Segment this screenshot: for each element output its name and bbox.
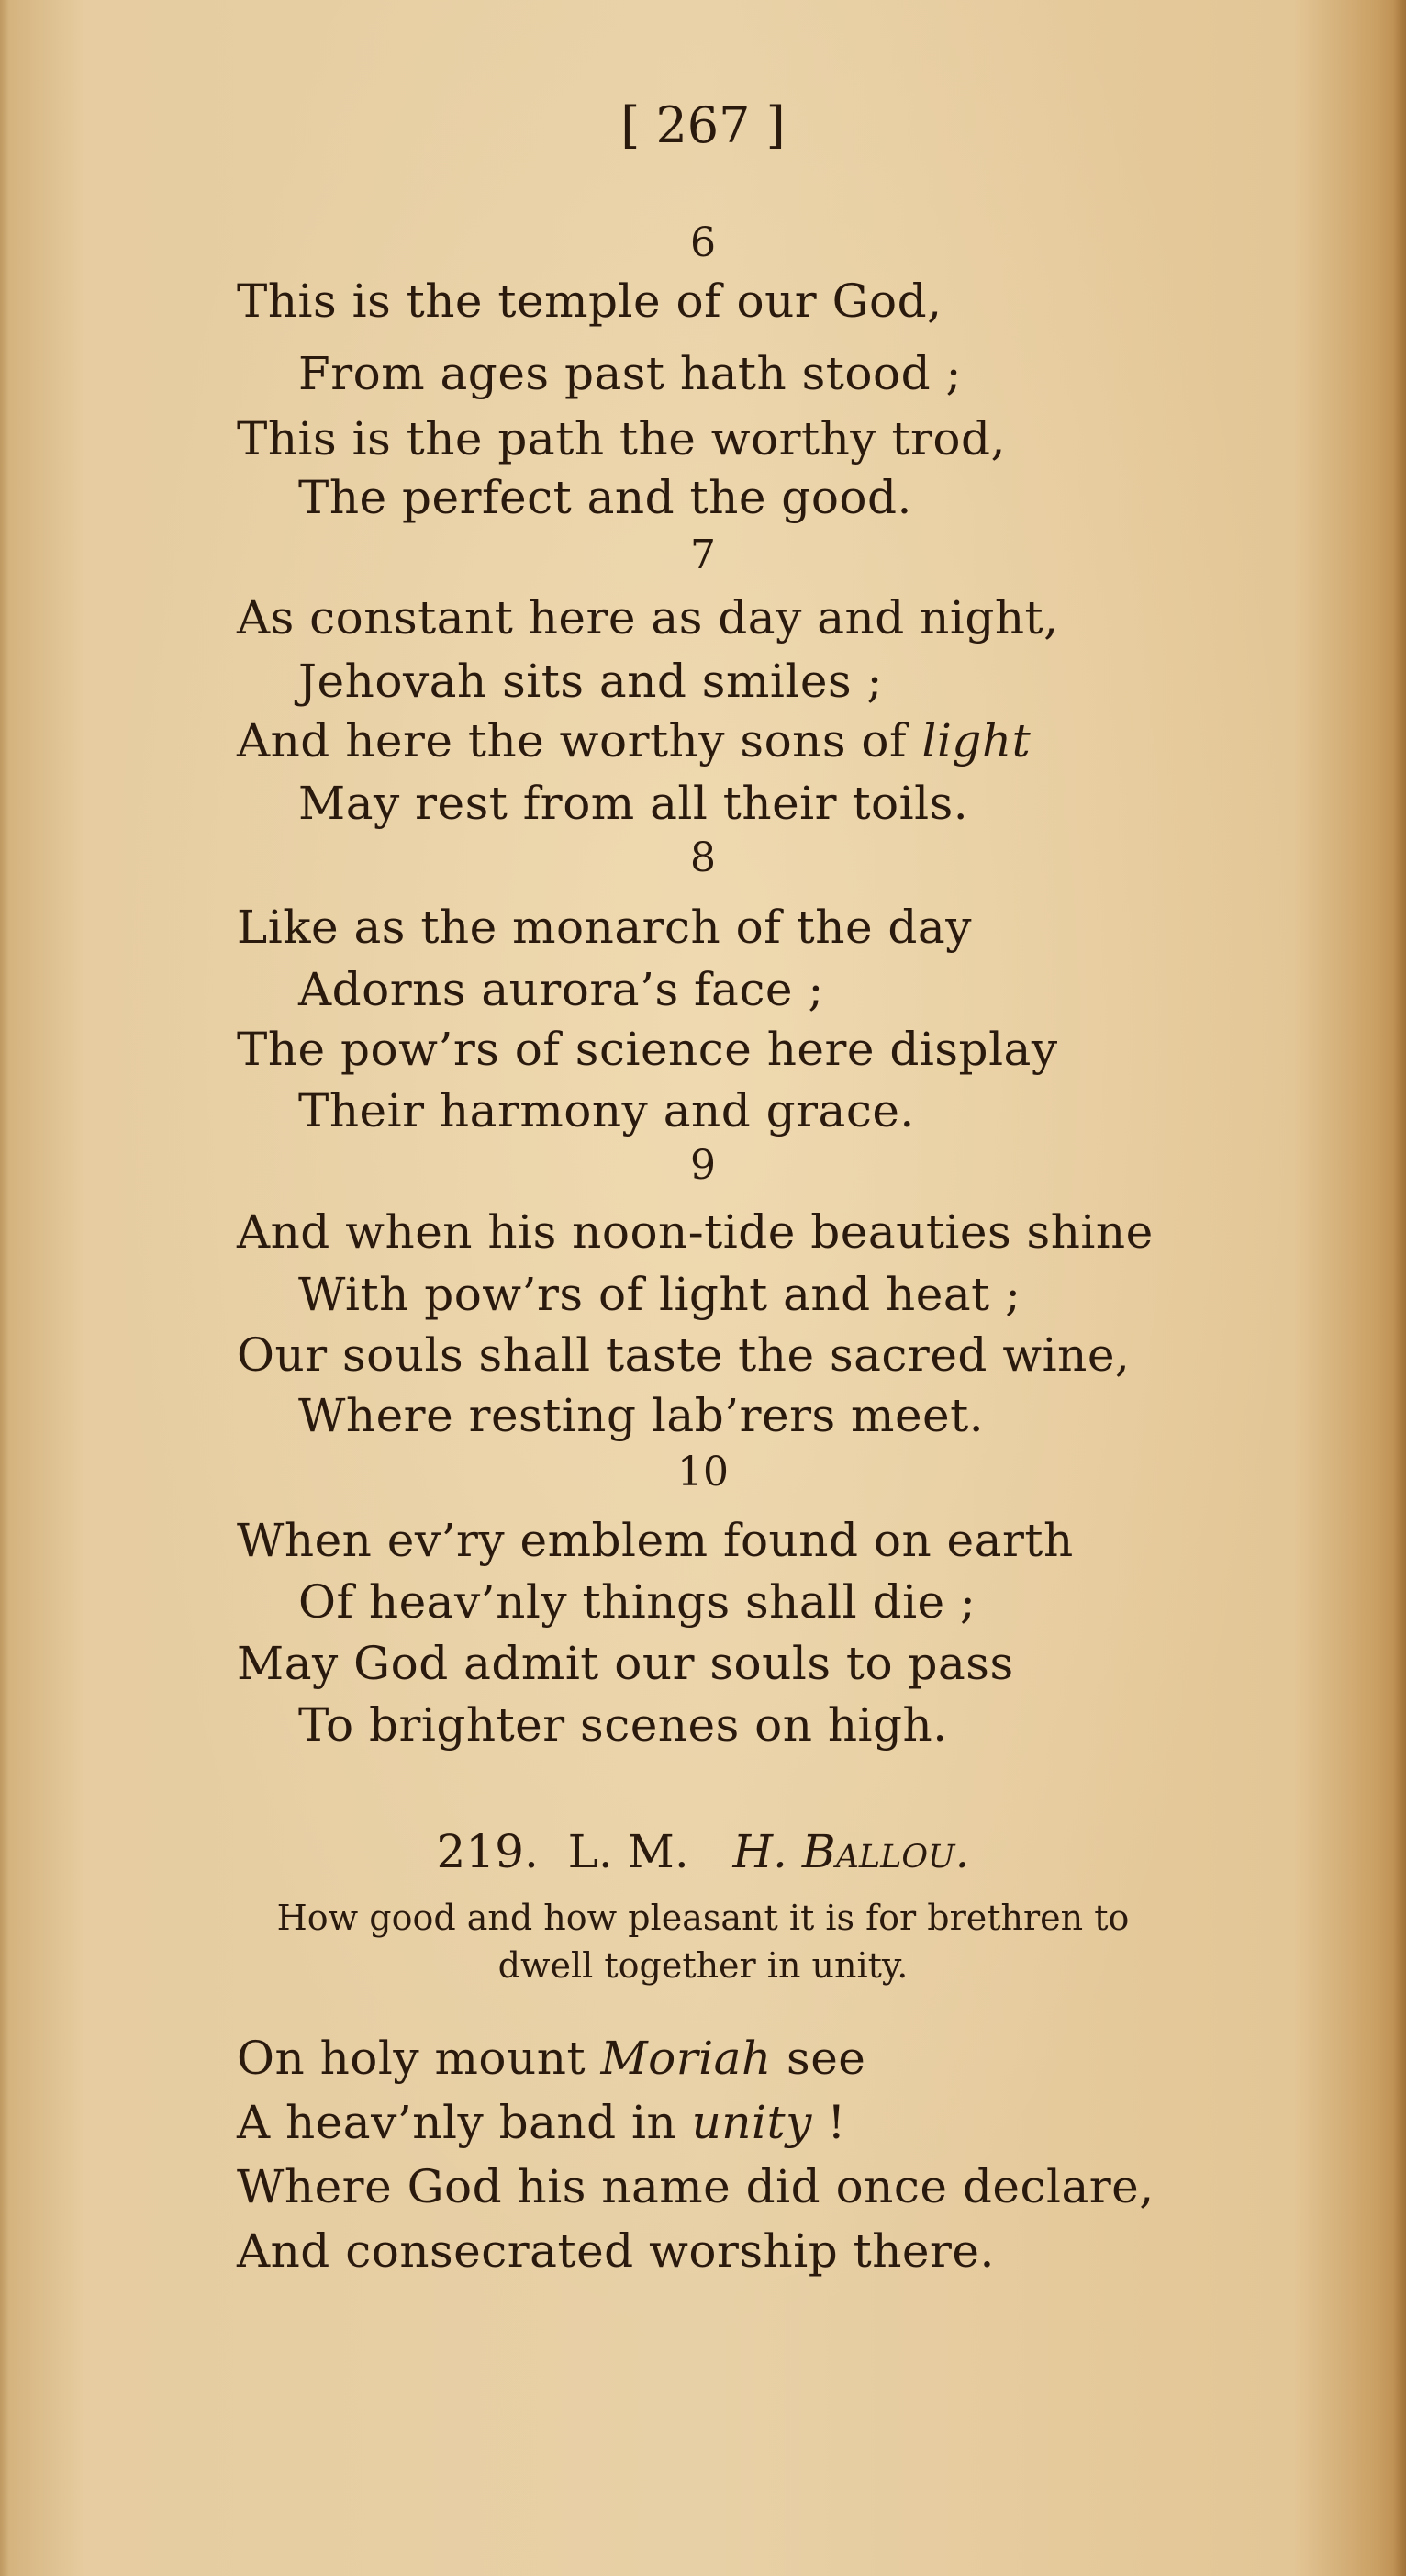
hymn-meter: L. M. [567,1825,689,1878]
verse-line: With pow’rs of light and heat ; [298,1268,1021,1321]
verse-line: To brighter scenes on high. [298,1698,948,1752]
verse-text: see [771,2032,866,2085]
verse-line [237,2031,865,2086]
verse-line: From ages past hath stood ; [298,347,962,400]
verse-text: And here the worthy sons of [237,714,922,767]
verse-text: On holy mount [237,2032,601,2085]
verse-text: A heav’nly band in [237,2096,692,2149]
epigraph-line: How good and how pleasant it is for brethren to [276,1898,1130,1938]
hymn-number: 219. [436,1825,539,1878]
verse-line: May rest from all their toils. [298,777,969,830]
verse-line: When ev’ry emblem found on earth [237,1514,1074,1567]
page-left-edge [0,0,9,2576]
italic-word: Moriah [600,2032,772,2085]
stanza-number: 9 [690,1142,716,1189]
stanza-number: 6 [690,219,716,266]
verse-line: Their harmony and grace. [298,1084,915,1137]
verse-line: Jehovah sits and smiles ; [298,655,883,708]
verse-line: Our souls shall taste the sacred wine, [237,1328,1131,1382]
stanza-number: 8 [690,834,716,881]
verse-line: Of heav’nly things shall die ; [298,1575,976,1629]
verse-line: May God admit our souls to pass [237,1637,1014,1690]
hymn-heading [0,1824,1406,1879]
epigraph-line: dwell together in unity. [497,1945,909,1986]
hymn-author: H. Ballou. [732,1825,970,1878]
verse-line: As constant here as day and night, [237,591,1059,644]
verse-line: Adorns aurora’s face ; [298,963,824,1016]
verse-text: And consecrated worship there. [237,2224,995,2278]
verse-text: Where God his name did once declare, [237,2160,1155,2213]
verse-line: The perfect and the good. [298,471,912,524]
verse-line: Where resting lab’rers meet. [298,1389,985,1442]
verse-line: And when his noon-tide beauties shine [237,1205,1154,1259]
italic-word: light [921,714,1032,767]
verse-line [237,2159,1155,2214]
verse-line: This is the path the worthy trod, [237,412,1006,465]
verse-line: Like as the monarch of the day [237,901,972,954]
verse-line [237,713,1031,768]
verse-line: This is the temple of our God, [237,274,943,328]
page-number: [ 267 ] [620,96,786,154]
verse-line [237,2095,846,2150]
verse-line: The pow’rs of science here display [237,1023,1058,1076]
verse-text: ! [811,2096,846,2149]
italic-word: unity [691,2096,812,2149]
stanza-number: 7 [690,532,716,578]
stanza-number: 10 [677,1449,729,1495]
page-right-edge [1393,0,1406,2576]
verse-line [237,2223,995,2279]
